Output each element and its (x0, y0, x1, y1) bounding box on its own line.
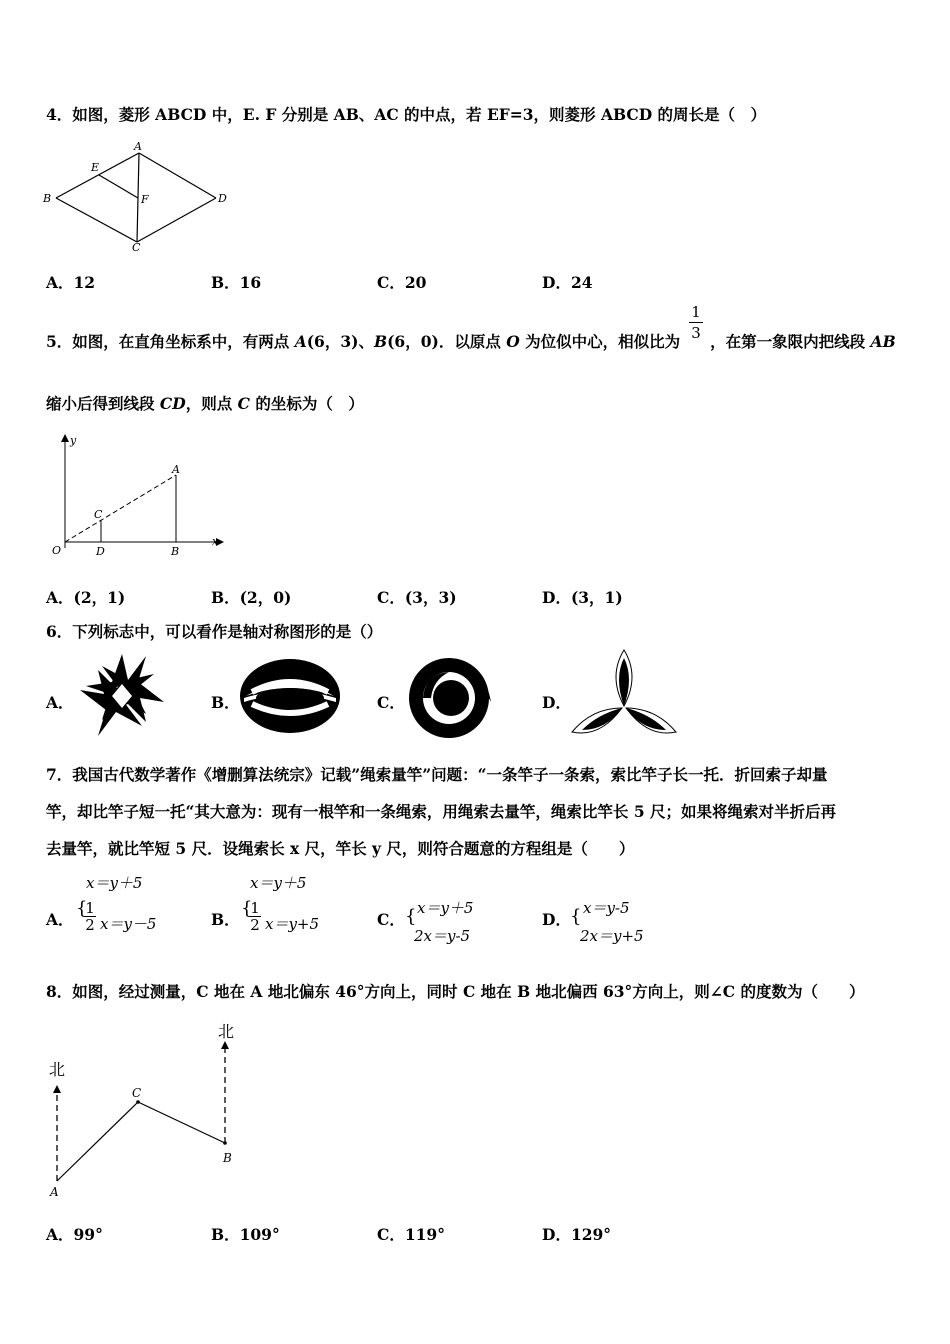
q5-label-b: B (171, 545, 180, 558)
q8-option-d[interactable]: D．129° (542, 1225, 612, 1244)
q6-option-a[interactable]: A． (46, 693, 74, 712)
q6-option-c[interactable]: C． (377, 693, 405, 712)
q5-label-x: x (212, 535, 219, 548)
q4-option-d[interactable]: D．24 (542, 273, 593, 292)
q7-text-line3: 去量竿，就比竿短 5 尺．设绳索长 x 尺，竿长 y 尺，则符合题意的方程组是（ ） (46, 839, 635, 858)
q7-c-eq1: x＝y＋5 (417, 899, 474, 917)
q4-label-e: E (91, 161, 100, 174)
q5-coordinate-figure (40, 430, 230, 562)
q8-label-a: A (50, 1185, 59, 1199)
q7-d-brace: { (570, 906, 582, 927)
q7-a-eq2: x＝y－5 (100, 915, 157, 933)
q5-label-c: C (94, 508, 103, 521)
q4-option-b[interactable]: B．16 (211, 273, 262, 292)
q8-option-a[interactable]: A．99° (46, 1225, 103, 1244)
q8-option-b[interactable]: B．109° (211, 1225, 280, 1244)
q4-text: 4．如图，菱形 ABCD 中，E. F 分别是 AB、AC 的中点，若 EF=3，则菱形 ABCD 的周长是（ ） (46, 105, 767, 124)
q4-rhombus-figure (40, 138, 240, 253)
q7-b-eq2: x＝y+5 (265, 915, 320, 933)
q4-label-a: A (134, 140, 142, 153)
q7-option-d[interactable]: D． (542, 910, 571, 929)
q8-north-label-a: 北 (49, 1060, 66, 1079)
q7-b-brace: { (241, 898, 253, 919)
q5-label-y: y (70, 434, 77, 447)
q7-text-line2: 竿，却比竿子短一托“其大意为：现有一根竿和一条绳索，用绳索去量竿，绳索比竿长 5 尺；如果将绳索对半折后再 (46, 802, 836, 821)
q7-c-eq2: 2x＝y-5 (414, 927, 471, 945)
q7-d-eq1: x＝y-5 (583, 899, 630, 917)
q8-direction-figure (40, 1015, 250, 1205)
q6-logo-c-swirl (405, 652, 497, 744)
q5-option-c[interactable]: C．(3，3) (377, 588, 457, 607)
q6-logo-d-petals (570, 648, 680, 744)
q7-b-fraction: 1 2 (250, 899, 260, 934)
q6-option-b[interactable]: B． (211, 693, 240, 712)
q5-text-line1: 5．如图，在直角坐标系中，有两点 A(6，3)、B(6，0)．以原点 O 为位似中心，相似比为 ，在第一象限内把线段 AB (46, 332, 896, 351)
q4-option-a[interactable]: A．12 (46, 273, 96, 292)
q8-label-b: B (223, 1151, 232, 1165)
q7-text-line1: 7．我国古代数学著作《增删算法统宗》记载”绳索量竿”问题：“一条竿子一条索，索比竿子长一托．折回索子却量 (46, 765, 828, 784)
q5-ratio-fraction: 1 3 (689, 303, 703, 342)
q7-b-eq1: x＝y＋5 (250, 874, 307, 892)
q4-label-d: D (218, 192, 227, 205)
q6-text: 6．下列标志中，可以看作是轴对称图形的是（） (46, 622, 383, 641)
q7-a-brace: { (76, 898, 88, 919)
q7-a-fraction: 1 2 (85, 899, 95, 934)
q4-label-c: C (132, 241, 141, 253)
q7-option-b[interactable]: B． (211, 910, 240, 929)
q5-option-d[interactable]: D．(3，1) (542, 588, 623, 607)
q5-label-d: D (96, 545, 105, 558)
q5-text-line2: 缩小后得到线段 CD，则点 C 的坐标为（ ） (46, 394, 364, 413)
q6-logo-a-stars (76, 650, 168, 742)
q7-c-brace: { (405, 906, 417, 927)
q8-option-c[interactable]: C．119° (377, 1225, 445, 1244)
q8-north-label-b: 北 (218, 1022, 235, 1041)
q7-d-eq2: 2x＝y+5 (580, 927, 644, 945)
q7-a-eq1: x＝y＋5 (86, 874, 143, 892)
q8-label-c: C (132, 1086, 142, 1100)
q6-option-d[interactable]: D． (542, 693, 571, 712)
q7-option-a[interactable]: A． (46, 910, 74, 929)
q4-option-c[interactable]: C．20 (377, 273, 427, 292)
q5-option-a[interactable]: A．(2，1) (46, 588, 126, 607)
q5-label-o: O (52, 544, 62, 557)
q6-logo-b-ellipse (238, 658, 342, 734)
q7-option-c[interactable]: C． (377, 910, 405, 929)
q8-text: 8．如图，经过测量，C 地在 A 地北偏东 46°方向上，同时 C 地在 B 地北偏西 63°方向上，则∠C 的度数为（ ） (46, 982, 865, 1001)
q5-option-b[interactable]: B．(2，0) (211, 588, 292, 607)
q5-label-a: A (172, 463, 180, 476)
q4-label-f: F (141, 193, 149, 206)
q4-label-b: B (43, 192, 52, 205)
